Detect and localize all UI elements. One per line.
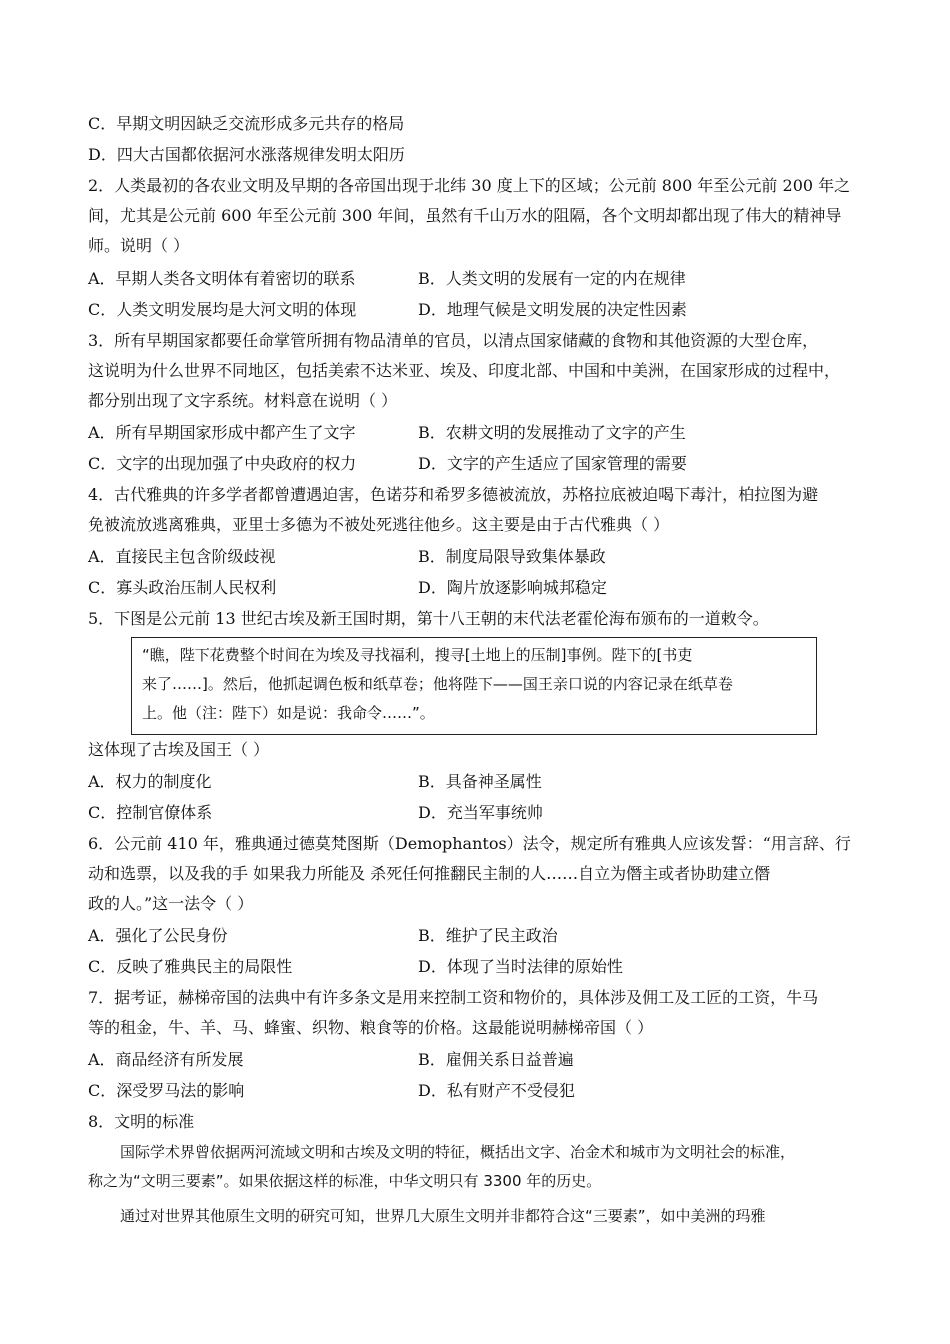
- q8-material-p1-line-2: 称之为“文明三要素”。如果依据这样的标准，中华文明只有 3300 年的历史。: [88, 1172, 602, 1190]
- q5-stem-line-1: 5．下图是公元前 13 世纪古埃及新王国时期，第十八王朝的末代法老霍伦海布颁布的一道敕令。: [88, 609, 769, 628]
- q5-option-a: A．权力的制度化: [88, 772, 212, 791]
- q5-option-b: B．具备神圣属性: [418, 772, 542, 791]
- q4-option-d: D．陶片放逐影响城邦稳定: [418, 578, 607, 597]
- q5-source-line-3: 上。他（注：陛下）如是说：我命令……”。: [142, 704, 435, 722]
- q4-option-b: B．制度局限导致集体暴政: [418, 547, 606, 566]
- q7-stem-line-2: 等的租金，牛、羊、马、蜂蜜、织物、粮食等的价格。这最能说明赫梯帝国（ ）: [88, 1018, 654, 1037]
- q3-option-b: B．农耕文明的发展推动了文字的产生: [418, 423, 686, 442]
- q6-option-b: B．维护了民主政治: [418, 926, 558, 945]
- q1-option-c: C．早期文明因缺乏交流形成多元共存的格局: [88, 114, 405, 133]
- q5-stem-line-2: 这体现了古埃及国王（ ）: [88, 740, 270, 759]
- q7-option-b: B．雇佣关系日益普遍: [418, 1050, 574, 1069]
- q7-stem-line-1: 7．据考证，赫梯帝国的法典中有许多条文是用来控制工资和物价的，具体涉及佣工及工匠的工资，牛马: [88, 988, 819, 1007]
- q2-option-b: B．人类文明的发展有一定的内在规律: [418, 269, 686, 288]
- q1-option-d: D．四大古国都依据河水涨落规律发明太阳历: [88, 145, 405, 164]
- q2-stem-line-2: 间，尤其是公元前 600 年至公元前 300 年间，虽然有千山万水的阻隔，各个文明却都出现了伟大的精神导: [88, 206, 842, 225]
- q5-option-d: D．充当军事统帅: [418, 803, 543, 822]
- q6-option-c: C．反映了雅典民主的局限性: [88, 957, 293, 976]
- q4-option-c: C．寡头政治压制人民权利: [88, 578, 277, 597]
- q2-option-c: C．人类文明发展均是大河文明的体现: [88, 300, 357, 319]
- q6-stem-line-3: 政的人。”这一法令（ ）: [88, 894, 254, 913]
- q3-option-c: C．文字的出现加强了中央政府的权力: [88, 454, 357, 473]
- q3-stem-line-2: 这说明为什么世界不同地区，包括美索不达米亚、埃及、印度北部、中国和中美洲，在国家形成的过程中，: [88, 361, 841, 380]
- q4-option-a: A．直接民主包含阶级歧视: [88, 547, 276, 566]
- q8-material-p1-line-1: 国际学术界曾依据两河流域文明和古埃及文明的特征，概括出文字、冶金术和城市为文明社会的标准，: [120, 1143, 796, 1161]
- q4-stem-line-2: 免被流放逃离雅典，亚里士多德为不被处死逃往他乡。这主要是由于古代雅典（ ）: [88, 515, 670, 534]
- q7-option-a: A．商品经济有所发展: [88, 1050, 244, 1069]
- q2-option-a: A．早期人类各文明体有着密切的联系: [88, 269, 356, 288]
- q5-source-line-1: “瞧，陛下花费整个时间在为埃及寻找福利，搜寻[土地上的压制]事例。陛下的[书吏: [142, 646, 693, 664]
- q7-option-c: C．深受罗马法的影响: [88, 1081, 245, 1100]
- q7-option-d: D．私有财产不受侵犯: [418, 1081, 575, 1100]
- q2-stem-line-3: 师。说明（ ）: [88, 236, 190, 255]
- q4-stem-line-1: 4．古代雅典的许多学者都曾遭遇迫害，色诺芬和希罗多德被流放，苏格拉底被迫喝下毒汁，柏拉图为避: [88, 485, 819, 504]
- q2-stem-line-1: 2．人类最初的各农业文明及早期的各帝国出现于北纬 30 度上下的区域；公元前 800 年至公元前 200 年之: [88, 176, 851, 195]
- q5-source-line-2: 来了……]。然后，他抓起调色板和纸草卷；他将陛下——国王亲口说的内容记录在纸草卷: [142, 675, 733, 693]
- q8-title: 8．文明的标准: [88, 1112, 195, 1131]
- q6-option-d: D．体现了当时法律的原始性: [418, 957, 623, 976]
- q6-option-a: A．强化了公民身份: [88, 926, 228, 945]
- q5-option-c: C．控制官僚体系: [88, 803, 213, 822]
- q6-stem-line-2: 动和选票，以及我的手 如果我力所能及 杀死任何推翻民主制的人……自立为僭主或者协助建立僭: [88, 864, 771, 883]
- q3-stem-line-1: 3．所有早期国家都要任命掌管所拥有物品清单的官员，以清点国家储藏的食物和其他资源的大型仓库，: [88, 331, 819, 350]
- q6-stem-line-1: 6．公元前 410 年，雅典通过德莫梵图斯（Demophantos）法令，规定所有雅典人应该发誓：“用言辞、行: [88, 834, 851, 853]
- q2-option-d: D．地理气候是文明发展的决定性因素: [418, 300, 687, 319]
- q3-stem-line-3: 都分别出现了文字系统。材料意在说明（ ）: [88, 391, 398, 410]
- q8-material-p2-line-1: 通过对世界其他原生文明的研究可知，世界几大原生文明并非都符合这“三要素”，如中美洲的玛雅: [120, 1207, 766, 1225]
- q3-option-a: A．所有早期国家形成中都产生了文字: [88, 423, 356, 442]
- q3-option-d: D．文字的产生适应了国家管理的需要: [418, 454, 687, 473]
